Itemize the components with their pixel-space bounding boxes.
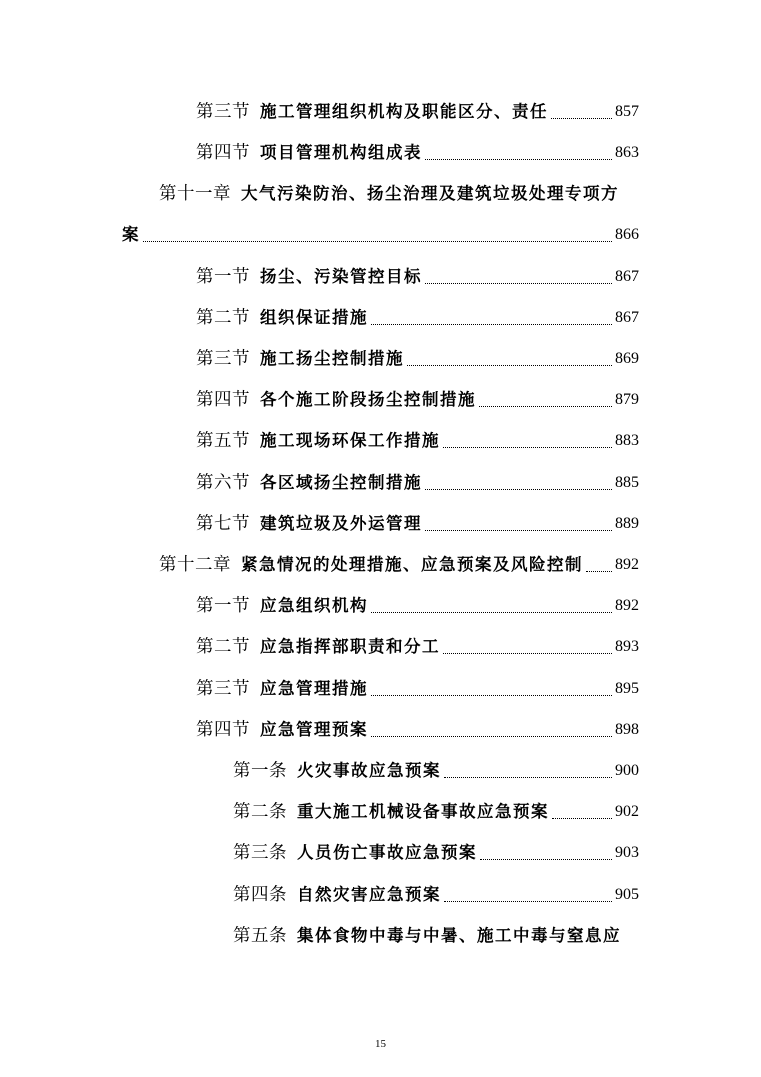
toc-entry-chapter[interactable] xyxy=(159,175,619,205)
dot-leader xyxy=(479,396,612,407)
toc-entry-title: 施工现场环保工作措施 xyxy=(260,431,440,450)
dot-leader xyxy=(425,479,612,490)
toc-entry-page: 863 xyxy=(615,144,639,161)
toc-entry-title: 施工管理组织机构及职能区分、责任 xyxy=(260,102,548,121)
dot-leader xyxy=(371,602,612,613)
toc-entry-label: 第四条 xyxy=(233,885,287,905)
toc-entry-section[interactable] xyxy=(196,711,639,741)
toc-entry-title: 重大施工机械设备事故应急预案 xyxy=(297,802,549,821)
toc-entry-page: 867 xyxy=(615,309,639,326)
toc-entry-section[interactable] xyxy=(196,670,639,700)
dot-leader xyxy=(443,643,612,654)
toc-entry-page: 893 xyxy=(615,638,639,655)
footer-page-number: 15 xyxy=(375,1038,386,1050)
toc-entry-title: 施工扬尘控制措施 xyxy=(260,349,404,368)
toc-entry-page: 900 xyxy=(615,762,639,779)
dot-leader xyxy=(586,561,612,572)
toc-entry-article[interactable] xyxy=(233,834,639,864)
toc-entry-label: 第五条 xyxy=(233,926,287,946)
toc-entry-label: 第二条 xyxy=(233,802,287,822)
toc-entry-label: 第十一章 xyxy=(159,184,231,204)
toc-entry-title: 案 xyxy=(122,225,140,244)
toc-entry-section[interactable] xyxy=(196,93,639,123)
toc-entry-section[interactable] xyxy=(196,299,639,329)
toc-entry-label: 第三节 xyxy=(196,349,250,369)
toc-entry-page: 889 xyxy=(615,515,639,532)
toc-entry-title: 应急组织机构 xyxy=(260,596,368,615)
toc-entry-page: 892 xyxy=(615,597,639,614)
toc-entry-page: 883 xyxy=(615,432,639,449)
dot-leader xyxy=(371,685,612,696)
toc-entry-chapter[interactable] xyxy=(159,546,639,576)
dot-leader xyxy=(552,808,612,819)
toc-entry-title: 自然灾害应急预案 xyxy=(297,885,441,904)
toc-entry-section[interactable] xyxy=(196,340,639,370)
dot-leader xyxy=(425,149,612,160)
toc-entry-page: 902 xyxy=(615,803,639,820)
toc-entry-label: 第四节 xyxy=(196,143,250,163)
toc-entry-page: 869 xyxy=(615,350,639,367)
toc-entry-section[interactable] xyxy=(196,505,639,535)
toc-entry-article[interactable] xyxy=(233,793,639,823)
toc-entry-title: 各个施工阶段扬尘控制措施 xyxy=(260,390,476,409)
toc-entry-page: 866 xyxy=(615,226,639,243)
toc-entry-label: 第四节 xyxy=(196,720,250,740)
toc-entry-continuation[interactable] xyxy=(122,216,639,246)
toc-entry-label: 第三节 xyxy=(196,679,250,699)
dot-leader xyxy=(371,314,612,325)
toc-entry-label: 第四节 xyxy=(196,390,250,410)
toc-entry-label: 第二节 xyxy=(196,308,250,328)
toc-entry-label: 第一节 xyxy=(196,267,250,287)
toc-entry-page: 903 xyxy=(615,844,639,861)
toc-entry-title: 火灾事故应急预案 xyxy=(297,761,441,780)
toc-entry-label: 第七节 xyxy=(196,514,250,534)
toc-entry-article[interactable] xyxy=(233,752,639,782)
dot-leader xyxy=(371,726,612,737)
dot-leader xyxy=(425,520,612,531)
toc-entry-section[interactable] xyxy=(196,464,639,494)
dot-leader xyxy=(444,767,612,778)
toc-entry-title: 紧急情况的处理措施、应急预案及风险控制 xyxy=(241,555,583,574)
toc-entry-label: 第五节 xyxy=(196,431,250,451)
toc-entry-article[interactable] xyxy=(233,917,621,947)
toc-entry-title: 建筑垃圾及外运管理 xyxy=(260,514,422,533)
toc-entry-section[interactable] xyxy=(196,587,639,617)
toc-entry-label: 第二节 xyxy=(196,637,250,657)
toc-entry-section[interactable] xyxy=(196,628,639,658)
toc-entry-title: 人员伤亡事故应急预案 xyxy=(297,843,477,862)
toc-entry-title: 应急指挥部职责和分工 xyxy=(260,637,440,656)
toc-entry-page: 867 xyxy=(615,268,639,285)
toc-entry-page: 892 xyxy=(615,556,639,573)
dot-leader xyxy=(425,273,612,284)
toc-entry-label: 第三节 xyxy=(196,102,250,122)
toc-entry-title: 组织保证措施 xyxy=(260,308,368,327)
dot-leader xyxy=(407,355,612,366)
dot-leader xyxy=(444,891,612,902)
toc-entry-page: 905 xyxy=(615,886,639,903)
toc-entry-page: 885 xyxy=(615,474,639,491)
toc-entry-label: 第十二章 xyxy=(159,555,231,575)
toc-entry-title: 各区域扬尘控制措施 xyxy=(260,473,422,492)
toc-entry-page: 879 xyxy=(615,391,639,408)
dot-leader xyxy=(143,231,612,242)
toc-entry-section[interactable] xyxy=(196,134,639,164)
dot-leader xyxy=(480,849,612,860)
toc-entry-title: 应急管理措施 xyxy=(260,679,368,698)
toc-entry-label: 第三条 xyxy=(233,843,287,863)
toc-entry-page: 857 xyxy=(615,103,639,120)
toc-entry-label: 第六节 xyxy=(196,473,250,493)
toc-entry-title: 项目管理机构组成表 xyxy=(260,143,422,162)
toc-entry-page: 898 xyxy=(615,721,639,738)
dot-leader xyxy=(551,108,612,119)
toc-entry-label: 第一节 xyxy=(196,596,250,616)
toc-entry-section[interactable] xyxy=(196,381,639,411)
toc-entry-title: 大气污染防治、扬尘治理及建筑垃圾处理专项方 xyxy=(241,184,619,203)
toc-entry-title: 集体食物中毒与中暑、施工中毒与窒息应 xyxy=(297,926,621,945)
toc-entry-title: 扬尘、污染管控目标 xyxy=(260,267,422,286)
toc-entry-section[interactable] xyxy=(196,258,639,288)
dot-leader xyxy=(443,437,612,448)
toc-entry-article[interactable] xyxy=(233,876,639,906)
toc-entry-page: 895 xyxy=(615,680,639,697)
toc-entry-section[interactable] xyxy=(196,422,639,452)
toc-entry-label: 第一条 xyxy=(233,761,287,781)
toc-entry-title: 应急管理预案 xyxy=(260,720,368,739)
